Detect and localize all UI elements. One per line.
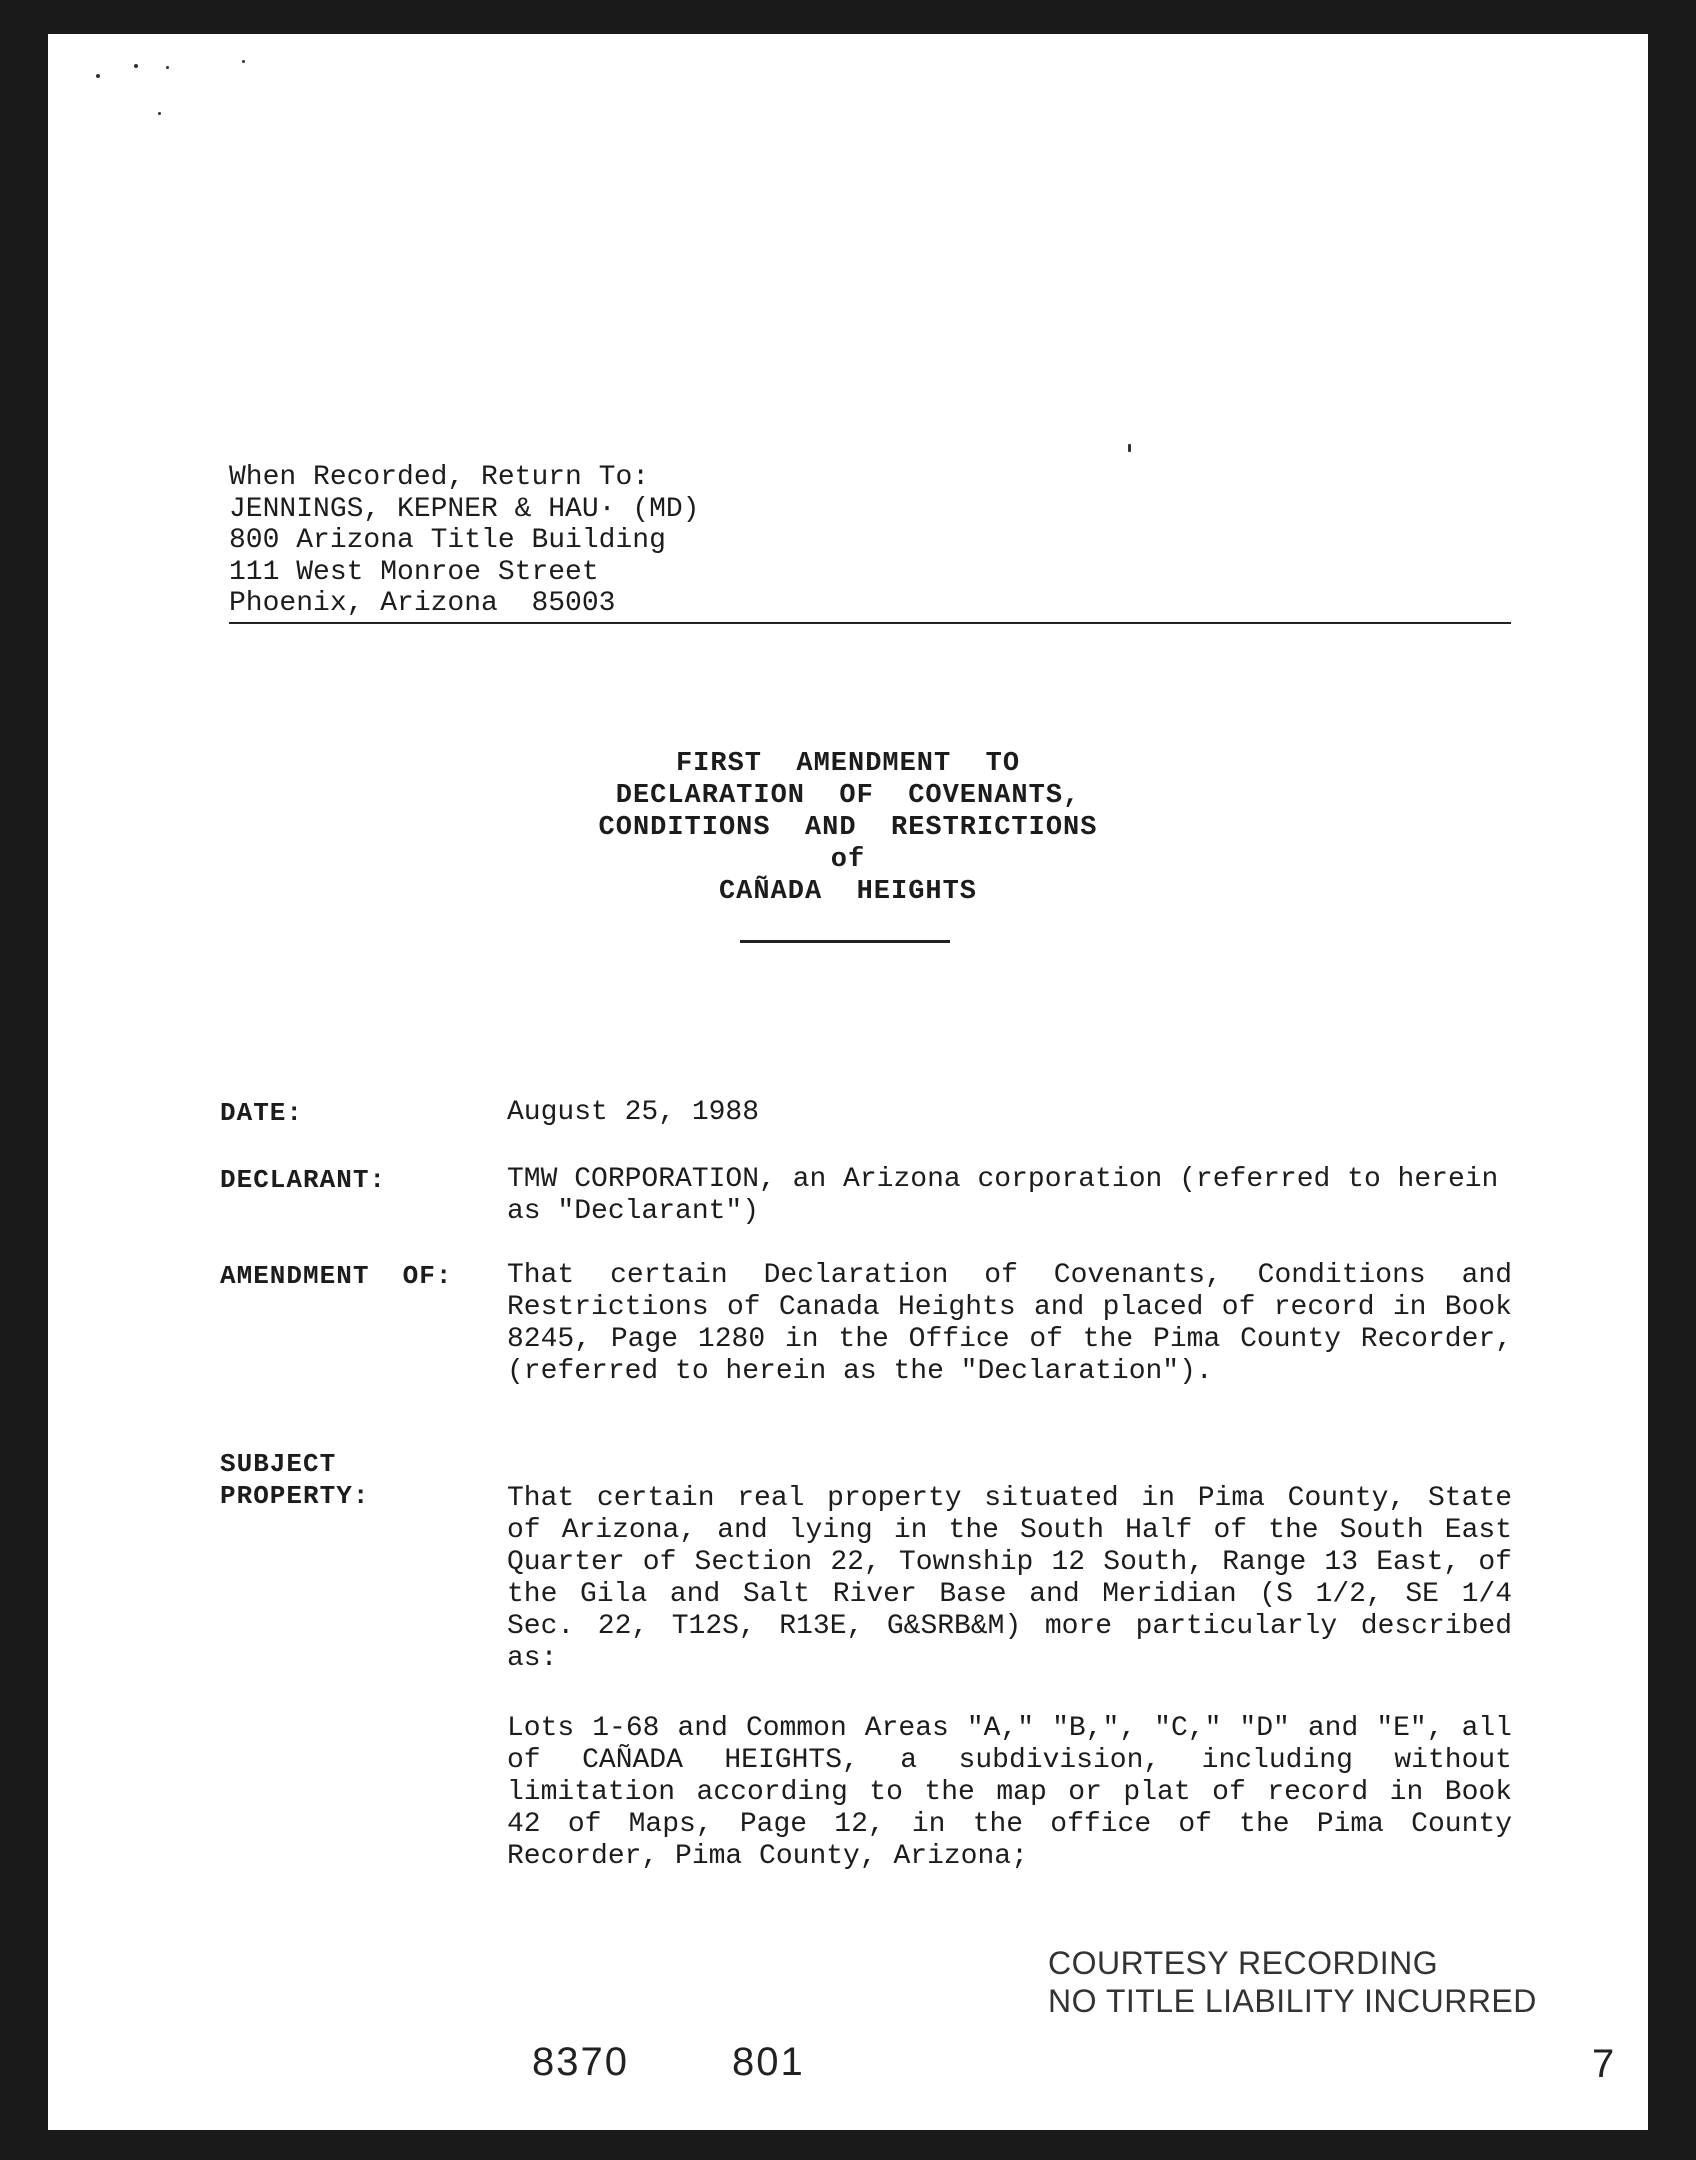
title-line-3: CONDITIONS AND RESTRICTIONS — [598, 813, 1098, 843]
amendment-of-label: AMENDMENT OF: — [220, 1261, 453, 1291]
date-label: DATE: — [220, 1098, 304, 1128]
title-line-2: DECLARATION OF COVENANTS, — [615, 781, 1081, 811]
scan-speck — [158, 112, 161, 115]
scan-speck — [1128, 444, 1131, 452]
subject-property-value: That certain real property situated in Pima County, State of Arizona, and lying in the South Half of the South East Quarter of Section 22, Township 12 South, Range 13 East, of the Gila and Salt River Base and Meridian (S 1/2, SE 1/4 Sec. 22, T12S, R13E, G&SRB&M) more particularly described as: — [507, 1483, 1512, 1674]
title-rule — [740, 940, 950, 943]
return-line-firm: JENNINGS, KEPNER & HAU∙ (MD) — [229, 493, 700, 525]
return-line-street: 111 West Monroe Street — [229, 556, 599, 588]
page-number: 801 — [732, 2040, 805, 2084]
return-line-city: Phoenix, Arizona 85003 — [229, 588, 616, 619]
scan-speck — [166, 66, 169, 69]
stamp-line-2: NO TITLE LIABILITY INCURRED — [1048, 1983, 1537, 2019]
return-address-underline — [229, 622, 1511, 624]
title-line-4: of — [830, 845, 866, 875]
scan-speck — [96, 74, 100, 78]
title-line-1: FIRST AMENDMENT TO — [675, 749, 1021, 779]
return-line-building: 800 Arizona Title Building — [229, 525, 666, 556]
return-heading: When Recorded, Return To: — [229, 462, 650, 493]
document-title — [48, 748, 1648, 908]
subject-property-label: SUBJECT PROPERTY: — [220, 1449, 370, 1511]
declarant-label: DECLARANT: — [220, 1165, 387, 1195]
scan-speck — [242, 60, 245, 63]
handwritten-mark: 7 — [1592, 2042, 1615, 2086]
book-number: 8370 — [532, 2040, 629, 2084]
courtesy-recording-stamp — [1048, 1944, 1537, 2020]
scan-speck — [134, 64, 138, 68]
date-value: August 25, 1988 — [507, 1097, 760, 1128]
document-page — [48, 34, 1648, 2130]
title-line-5: CAÑADA HEIGHTS — [718, 877, 978, 907]
return-address-block — [229, 462, 699, 620]
declarant-value: TMW CORPORATION, an Arizona corporation (referred to herein as "Declarant") — [507, 1164, 1499, 1227]
subject-property-lots: Lots 1-68 and Common Areas "A," "B,", "C," "D" and "E", all of CAÑADA HEIGHTS, a subdivision, including without limitation according to the map or plat of record in Book 42 of Maps, Page 12, in the office of the Pima County Recorder, Pima County, Arizona; — [507, 1713, 1512, 1872]
stamp-line-1: COURTESY RECORDING — [1048, 1945, 1439, 1981]
amendment-of-value: That certain Declaration of Covenants, Conditions and Restrictions of Canada Heights and placed of record in Book 8245, Page 1280 in the Office of the Pima County Recorder, (referred to herein as the "Declaration"). — [507, 1260, 1512, 1387]
